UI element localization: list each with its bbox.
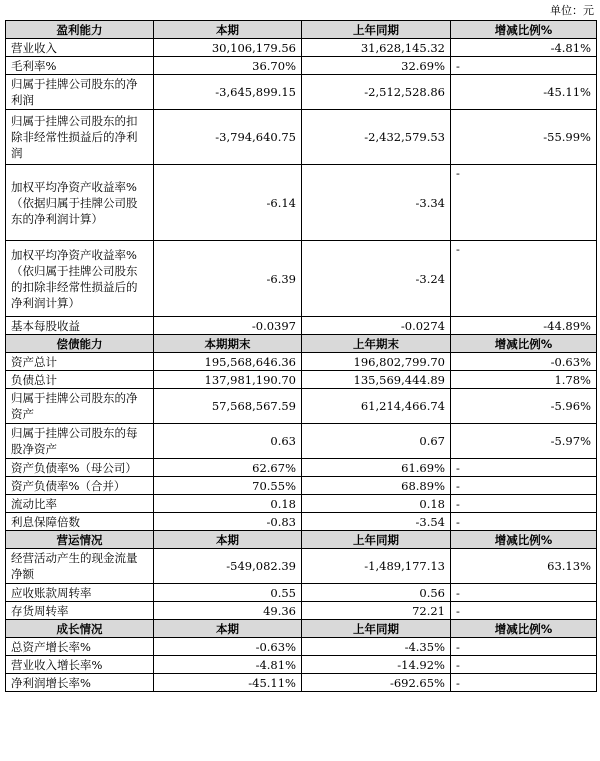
previous-value: 31,628,145.32: [302, 39, 451, 57]
change-value: -: [451, 513, 597, 531]
table-row: [6, 549, 597, 584]
previous-value: 0.18: [302, 495, 451, 513]
section-header-operations: [6, 531, 597, 549]
change-value: -: [451, 477, 597, 495]
change-value: -: [451, 584, 597, 602]
row-label: 归属于挂牌公司股东的每股净资产: [6, 424, 154, 459]
header-cell: 偿债能力: [6, 335, 154, 353]
section-header-growth: [6, 620, 597, 638]
table-row: [6, 110, 597, 165]
previous-value: 0.56: [302, 584, 451, 602]
table-row: [6, 424, 597, 459]
current-value: -0.83: [154, 513, 302, 531]
row-label: 净利润增长率%: [6, 674, 154, 692]
change-value: -: [451, 459, 597, 477]
row-label: 负债总计: [6, 371, 154, 389]
current-value: -549,082.39: [154, 549, 302, 584]
row-label: 应收账款周转率: [6, 584, 154, 602]
change-value: -: [451, 241, 597, 317]
table-row: [6, 584, 597, 602]
change-value: -55.99%: [451, 110, 597, 165]
header-cell: 成长情况: [6, 620, 154, 638]
row-label: 加权平均净资产收益率%（依据归属于挂牌公司股东的净利润计算）: [6, 165, 154, 241]
row-label: 营业收入: [6, 39, 154, 57]
row-label: 流动比率: [6, 495, 154, 513]
header-cell: 增减比例%: [451, 21, 597, 39]
current-value: -6.39: [154, 241, 302, 317]
current-value: -3,645,899.15: [154, 75, 302, 110]
previous-value: -2,512,528.86: [302, 75, 451, 110]
current-value: 49.36: [154, 602, 302, 620]
current-value: 0.63: [154, 424, 302, 459]
current-value: 62.67%: [154, 459, 302, 477]
header-cell: 增减比例%: [451, 335, 597, 353]
header-cell: 上年期末: [302, 335, 451, 353]
change-value: 1.78%: [451, 371, 597, 389]
change-value: -45.11%: [451, 75, 597, 110]
table-row: [6, 165, 597, 241]
header-cell: 增减比例%: [451, 620, 597, 638]
table-row: [6, 459, 597, 477]
row-label: 总资产增长率%: [6, 638, 154, 656]
header-cell: 盈利能力: [6, 21, 154, 39]
previous-value: -692.65%: [302, 674, 451, 692]
previous-value: -14.92%: [302, 656, 451, 674]
row-label: 归属于挂牌公司股东的净资产: [6, 389, 154, 424]
row-label: 加权平均净资产收益率%（依归属于挂牌公司股东的扣除非经常性损益后的净利润计算）: [6, 241, 154, 317]
header-cell: 增减比例%: [451, 531, 597, 549]
current-value: -3,794,640.75: [154, 110, 302, 165]
change-value: -: [451, 57, 597, 75]
row-label: 资产总计: [6, 353, 154, 371]
section-header-profitability: [6, 21, 597, 39]
current-value: 57,568,567.59: [154, 389, 302, 424]
header-cell: 本期: [154, 531, 302, 549]
current-value: -4.81%: [154, 656, 302, 674]
previous-value: -1,489,177.13: [302, 549, 451, 584]
previous-value: -3.54: [302, 513, 451, 531]
table-row: [6, 353, 597, 371]
table-row: [6, 39, 597, 57]
current-value: -0.63%: [154, 638, 302, 656]
previous-value: -2,432,579.53: [302, 110, 451, 165]
change-value: -44.89%: [451, 317, 597, 335]
row-label: 毛利率%: [6, 57, 154, 75]
current-value: 70.55%: [154, 477, 302, 495]
current-value: 0.18: [154, 495, 302, 513]
table-row: [6, 674, 597, 692]
unit-label: 单位：元: [550, 4, 594, 17]
previous-value: -3.34: [302, 165, 451, 241]
previous-value: 196,802,799.70: [302, 353, 451, 371]
current-value: 36.70%: [154, 57, 302, 75]
header-cell: 本期期末: [154, 335, 302, 353]
header-cell: 上年同期: [302, 21, 451, 39]
change-value: -: [451, 656, 597, 674]
table-row: [6, 638, 597, 656]
previous-value: 68.89%: [302, 477, 451, 495]
header-cell: 本期: [154, 620, 302, 638]
section-header-solvency: [6, 335, 597, 353]
change-value: -: [451, 165, 597, 241]
row-label: 利息保障倍数: [6, 513, 154, 531]
row-label: 存货周转率: [6, 602, 154, 620]
table-row: [6, 477, 597, 495]
current-value: 195,568,646.36: [154, 353, 302, 371]
row-label: 营业收入增长率%: [6, 656, 154, 674]
current-value: -6.14: [154, 165, 302, 241]
change-value: -: [451, 638, 597, 656]
table-row: [6, 602, 597, 620]
current-value: 137,981,190.70: [154, 371, 302, 389]
row-label: 归属于挂牌公司股东的净利润: [6, 75, 154, 110]
change-value: 63.13%: [451, 549, 597, 584]
current-value: 30,106,179.56: [154, 39, 302, 57]
header-cell: 本期: [154, 21, 302, 39]
previous-value: 61,214,466.74: [302, 389, 451, 424]
table-row: [6, 371, 597, 389]
previous-value: -3.24: [302, 241, 451, 317]
previous-value: 135,569,444.89: [302, 371, 451, 389]
current-value: 0.55: [154, 584, 302, 602]
change-value: -: [451, 674, 597, 692]
table-row: [6, 389, 597, 424]
row-label: 经营活动产生的现金流量净额: [6, 549, 154, 584]
header-cell: 营运情况: [6, 531, 154, 549]
table-row: [6, 656, 597, 674]
row-label: 资产负债率%（合并）: [6, 477, 154, 495]
row-label: 资产负债率%（母公司）: [6, 459, 154, 477]
row-label: 基本每股收益: [6, 317, 154, 335]
header-cell: 上年同期: [302, 531, 451, 549]
previous-value: -0.0274: [302, 317, 451, 335]
previous-value: 72.21: [302, 602, 451, 620]
previous-value: 0.67: [302, 424, 451, 459]
current-value: -0.0397: [154, 317, 302, 335]
change-value: -5.96%: [451, 389, 597, 424]
change-value: -: [451, 495, 597, 513]
table-row: [6, 241, 597, 317]
change-value: -5.97%: [451, 424, 597, 459]
row-label: 归属于挂牌公司股东的扣除非经常性损益后的净利润: [6, 110, 154, 165]
previous-value: 32.69%: [302, 57, 451, 75]
financial-indicators-table: [5, 20, 597, 692]
change-value: -0.63%: [451, 353, 597, 371]
table-row: [6, 57, 597, 75]
header-cell: 上年同期: [302, 620, 451, 638]
table-row: [6, 513, 597, 531]
change-value: -: [451, 602, 597, 620]
table-row: [6, 495, 597, 513]
table-row: [6, 317, 597, 335]
current-value: -45.11%: [154, 674, 302, 692]
change-value: -4.81%: [451, 39, 597, 57]
table-row: [6, 75, 597, 110]
previous-value: -4.35%: [302, 638, 451, 656]
previous-value: 61.69%: [302, 459, 451, 477]
